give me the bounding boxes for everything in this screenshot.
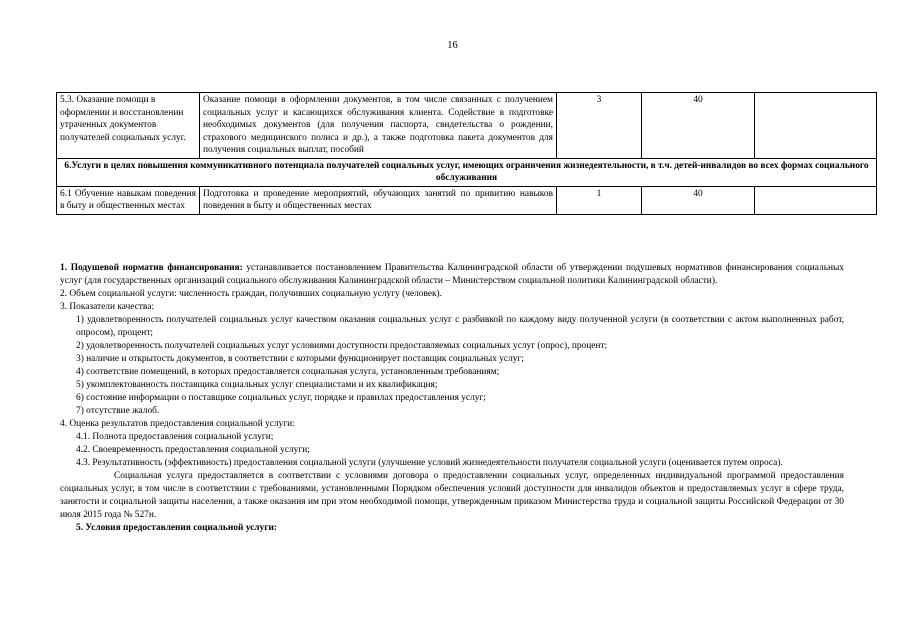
volume-paragraph: 2. Объем социальной услуги: численность граждан, получивших социальную услугу (человек). — [60, 289, 443, 299]
services-table — [56, 92, 877, 215]
table-row — [57, 93, 877, 159]
table-row — [57, 186, 877, 214]
body-text — [60, 262, 844, 535]
service-description-cell: Оказание помощи в оформлении документов, в том числе связанных с получением социальных услуг и касающихся обслуживания клиента. Содействие в подготовке необходимых документов (для получения паспорта, свидетельства о рождении, страхового медицинского полиса и др.), а также подготовка пакета документов для получения социальных выплат, пособий — [200, 93, 557, 159]
quality-item: 7) отсутствие жалоб. — [76, 406, 160, 416]
service-volume-cell: 1 — [557, 186, 642, 214]
conditions-heading: 5. Условия предоставления социальной услуги: — [76, 523, 277, 533]
service-empty-cell — [755, 186, 877, 214]
financing-text: устанавливается постановлением Правительства Калининградской области об утверждении подушевых нормативов финансирования социальных услуг (для государственных организаций социального обслуживания Калининградской области – Министерством социальной политики Калининградской области). — [60, 263, 844, 286]
service-volume-cell: 3 — [557, 93, 642, 159]
quality-item: 1) удовлетворенность получателей социальных услуг качеством оказания социальных услуг с разбивкой по каждому виду полученной услуги (в соответствии с актом выполненных работ, опросом), процент; — [76, 315, 844, 338]
quality-heading: 3. Показатели качества: — [60, 302, 154, 312]
evaluation-item: 4.1. Полнота предоставления социальной услуги; — [76, 432, 274, 442]
service-time-cell: 40 — [642, 93, 755, 159]
quality-item: 6) состояние информации о поставщике социальных услуг, порядке и правилах предоставления услуг; — [76, 393, 486, 403]
conditions-paragraph: Социальная услуга предоставляется в соответствии с условиями договора о предоставлении социальных услуг, определенных индивидуальной программой предоставления социальных услуг, в том числе в соответствии с требованиями, установленными Порядком обеспечения условий доступности для инвалидов объектов и предоставляемых услуг в сфере труда, занятости и социальной защиты населения, а также оказания им при этом необходимой помощи, утвержденным приказом Министерства труда и социальной защиты Российской Федерации от 30 июля 2015 года № 527н. — [60, 471, 844, 520]
evaluation-item: 4.2. Своевременность предоставления социальной услуги; — [76, 445, 310, 455]
section-6-title: 6.Услуги в целях повышения коммуникативного потенциала получателей социальных услуг, имеющих ограничения жизнедеятельности, в т.ч. детей-инвалидов во всех формах социального обслуживания — [57, 158, 877, 186]
financing-paragraph — [60, 262, 844, 288]
service-empty-cell — [755, 93, 877, 159]
financing-heading: 1. Подушевой норматив финансирования: — [60, 263, 243, 273]
quality-item: 3) наличие и открытость документов, в соответствии с которыми функционирует поставщик социальных услуг; — [76, 354, 524, 364]
quality-item: 2) удовлетворенность получателей социальных услуг условиями доступности предоставляемых социальных услуг (опрос), процент; — [76, 341, 608, 351]
table-section-row — [57, 158, 877, 186]
quality-item: 5) укомплектованность поставщика социальных услуг специалистами и их квалификация; — [76, 380, 438, 390]
quality-item: 4) соответствие помещений, в которых предоставляется социальная услуга, установленным требованиям; — [76, 367, 500, 377]
page-number: 16 — [447, 40, 458, 51]
service-name-cell: 5.3. Оказание помощи в оформлении и восстановлении утраченных документов получателей социальных услуг. — [57, 93, 200, 159]
evaluation-item: 4.3. Результативность (эффективность) предоставления социальной услуги (улучшение условий жизнедеятельности получателя социальной услуги (оценивается путем опроса). — [76, 458, 783, 468]
evaluation-heading: 4. Оценка результатов предоставления социальной услуги: — [60, 419, 295, 429]
service-description-cell: Подготовка и проведение мероприятий, обучающих занятий по привитию навыков поведения в быту и общественных местах — [200, 186, 557, 214]
service-time-cell: 40 — [642, 186, 755, 214]
service-name-cell: 6.1 Обучение навыкам поведения в быту и общественных местах — [57, 186, 200, 214]
